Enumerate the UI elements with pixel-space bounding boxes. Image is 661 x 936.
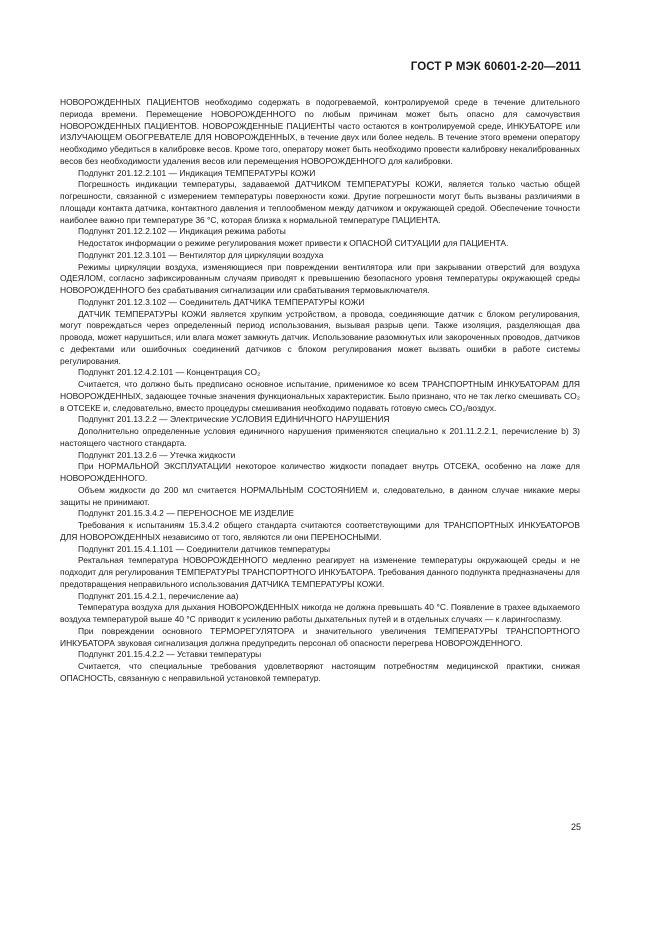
paragraph: Температура воздуха для дыхания НОВОРОЖДЕННЫХ никогда не должна превышать 40 °С. Появление в трахее вдыхаемого воздуха температурой выше 40 °С приводит к усилению работы дыхательных путей и в отдельных случаях — к ларингоспазму. — [60, 602, 580, 624]
paragraph: При повреждении основного ТЕРМОРЕГУЛЯТОРА и значительного увеличения ТЕМПЕРАТУРЫ ТРАНСПОРТНОГО ИНКУБАТОРА звуковая сигнализация должна предупредить персонал об опасности перегрева НОВОРОЖДЕННОГО. — [60, 625, 580, 648]
paragraph: Требования к испытаниям 15.3.4.2 общего стандарта считаются соответствующими для ТРАНСПОРТНЫХ ИНКУБАТОРОВ ДЛЯ НОВОРОЖДЕННЫХ независимо от того, являются ли они ПЕРЕНОСНЫМИ. — [60, 520, 580, 542]
paragraph: Считается, что должно быть предписано основное испытание, применимое ко всем ТРАНСПОРТНЫМ ИНКУБАТОРАМ ДЛЯ НОВОРОЖДЕННЫХ, задающее точные значения функциональных характеристик. Было признано, что не так легко смешивать CO₂ в ОТСЕКЕ и, следовательно, вместо процедуры смешивания необходимо подавать готовую смесь CO₂/воздух. — [60, 379, 580, 413]
paragraph: Недостаток информации о режиме регулирования может привести к ОПАСНОЙ СИТУАЦИИ для ПАЦИЕНТА. — [78, 238, 509, 248]
paragraph: Считается, что специальные требования удовлетворяют настоящим потребностям медицинской практики, снижая ОПАСНОСТЬ, связанную с неправильной установкой температур. — [60, 661, 580, 683]
subclause-heading: Подпункт 201.15.3.4.2 — ПЕРЕНОСНОЕ МЕ ИЗДЕЛИЕ — [78, 508, 295, 519]
paragraph: Погрешность индикации температуры, задаваемой ДАТЧИКОМ ТЕМПЕРАТУРЫ КОЖИ, является только частью общей погрешности, связанной с измерением температуры поверхности кожи. Другие погрешности могут быть вызваны различиями в площади контакта датчика, контактного давления и теплообменом между датчиком и окружающей средой. Обеспечение точности наиболее важно при температуре 36 °С, которая близка к нормальной температуре ПАЦИЕНТА. — [60, 179, 580, 225]
subclause-heading: Подпункт 201.13.2.2 — Электрические УСЛОВИЯ ЕДИНИЧНОГО НАРУШЕНИЯ — [78, 414, 390, 425]
subclause-heading: Подпункт 201.12.3.102 — Соединитель ДАТЧИКА ТЕМПЕРАТУРЫ КОЖИ — [78, 296, 365, 307]
paragraph: Режимы циркуляции воздуха, изменяющиеся при повреждении вентилятора или при закрывании отверстий для воздуха ОДЕЯЛОМ, согласно зафиксированным случаям приводят к превышению безопасного уровня температуры окружающей среды НОВОРОЖДЕННОГО без срабатывания сигнализации или срабатывания термовыключателя. — [60, 261, 580, 295]
paragraph: Объем жидкости до 200 мл считается НОРМАЛЬНЫМ СОСТОЯНИЕМ и, следовательно, в данном случае никакие меры защиты не принимают. — [60, 484, 580, 507]
paragraph: ДАТЧИК ТЕМПЕРАТУРЫ КОЖИ является хрупким устройством, а провода, соединяющие датчик с блоком регулирования, могут повреждаться через определенный период использования, вызывая разрыв цепи. Также изоляция, разделяющая два провода, может нарушиться, или влага может замкнуть датчик. Использование разомкнутых или закороченных проводов, датчиков с дефектами или ошибочных соединений датчиков с блоком регулирования может вызвать ошибки в работе системы регулирования. — [60, 308, 580, 366]
paragraph: При НОРМАЛЬНОЙ ЭКСПЛУАТАЦИИ некоторое количество жидкости попадает внутрь ОТСЕКА, особенно на ложе для НОВОРОЖДЕННОГО. — [60, 461, 580, 483]
standard-header: ГОСТ Р МЭК 60601-2-20—2011 — [410, 61, 581, 73]
page-number: 25 — [570, 822, 581, 832]
paragraph: Ректальная температура НОВОРОЖДЕННОГО медленно реагирует на изменение температуры окружающей среды и не подходит для регулирования ТЕМПЕРАТУРЫ ТРАНСПОРТНОГО ИНКУБАТОРА. Требования данного подпункта предназначены для предотвращения неправильного использования ДАТЧИКА ТЕМПЕРАТУРЫ КОЖИ. — [60, 555, 580, 589]
subclause-heading: Подпункт 201.12.4.2.101 — Концентрация CO₂ — [78, 367, 261, 378]
subclause-heading: Подпункт 201.15.4.2.1, перечисление аа) — [78, 590, 239, 601]
paragraph-intro: НОВОРОЖДЕННЫХ ПАЦИЕНТОВ необходимо содержать в подогреваемой, контролируемой среде в течение длительного периода времени. Перемещение НОВОРОЖДЕННОГО по любым причинам может быть опасно для самочувствия НОВОРОЖДЕННЫХ ПАЦИЕНТОВ. НОВОРОЖДЕННЫЕ ПАЦИЕНТЫ часто остаются в контролируемой среде, ИНКУБАТОРЕ или ИЗЛУЧАЮЩЕМ ОБОГРЕВАТЕЛЕ ДЛЯ НОВОРОЖДЕННЫХ, в течение двух или более недель. В течение этого времени оператору необходимо убедиться в калибровке весов. Кроме того, оператору может быть необходимо провести калибровку некалиброванных весов без необходимости удаления весов или перемещения НОВОРОЖДЕННОГО для калибровки. — [60, 97, 580, 166]
subclause-heading: Подпункт 201.12.3.101 — Вентилятор для циркуляции воздуха — [78, 249, 324, 260]
document-body — [60, 97, 580, 685]
subclause-heading: Подпункт 201.13.2.6 — Утечка жидкости — [78, 449, 236, 460]
subclause-heading: Подпункт 201.15.4.2.2 — Уставки температуры — [78, 649, 262, 660]
subclause-heading: Подпункт 201.12.2.101 — Индикация ТЕМПЕРАТУРЫ КОЖИ — [78, 167, 316, 178]
paragraph: Дополнительно определенные условия единичного нарушения применяются специально к 201.11.2.2.1, перечисление b) 3) настоящего частного стандарта. — [60, 426, 580, 448]
subclause-heading: Подпункт 201.12.2.102 — Индикация режима работы — [78, 226, 286, 237]
subclause-heading: Подпункт 201.15.4.1.101 — Соединители датчиков температуры — [78, 543, 331, 554]
